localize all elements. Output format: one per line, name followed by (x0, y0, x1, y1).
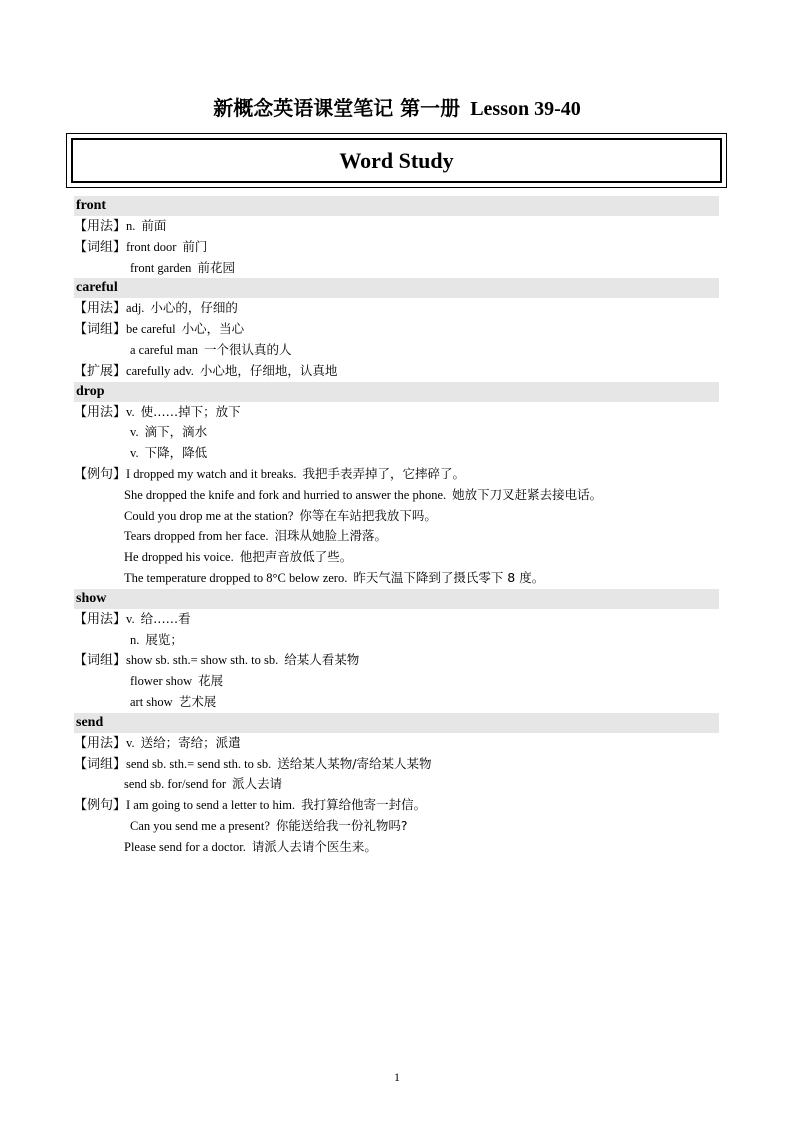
chinese-text: 你等在车站把我放下吗。 (299, 507, 437, 523)
chinese-text: 前花园 (197, 259, 235, 275)
english-text: I am going to send a letter to him. (126, 798, 296, 813)
headword-show: show (74, 589, 719, 609)
entry-line (74, 526, 719, 547)
chinese-text: 使……掉下；放下 (140, 403, 241, 419)
document-title (0, 92, 794, 121)
entry-line (74, 319, 719, 340)
entry-line (74, 485, 719, 506)
chinese-text: 我把手表弄掉了，它摔碎了。 (302, 465, 465, 481)
entry-line (74, 443, 719, 464)
entry-line (74, 422, 719, 443)
headword-careful: careful (74, 278, 719, 298)
english-text: front door (126, 239, 177, 254)
english-text: Could you drop me at the station? (124, 508, 294, 523)
chinese-text: 花展 (198, 673, 224, 689)
line-tag: 【例句】 (74, 798, 127, 814)
entry-line (74, 340, 719, 361)
entry-line (74, 464, 719, 485)
line-tag: 【词组】 (74, 756, 127, 772)
english-text: v. (126, 404, 135, 419)
entry-line (74, 547, 719, 568)
line-tag: 【扩展】 (74, 363, 127, 379)
entry-line (74, 258, 719, 279)
chinese-text: 派人去请 (232, 776, 283, 792)
entry-line (74, 692, 719, 713)
english-text: be careful (126, 322, 176, 337)
chinese-text: 你能送给我一份礼物吗? (275, 817, 408, 833)
document-title-chinese: 新概念英语课堂笔记 第一册 (213, 96, 461, 120)
entry-line (74, 774, 719, 795)
english-text: art show (130, 694, 173, 709)
headword-drop: drop (74, 382, 719, 402)
entry-line (74, 754, 719, 775)
page-number: 1 (394, 1070, 400, 1084)
english-text: He dropped his voice. (124, 550, 234, 565)
english-text: n. (126, 219, 136, 233)
chinese-text: 下降，降低 (144, 445, 208, 461)
chinese-text: 展览； (145, 631, 183, 647)
chinese-text: 请派人去请个医生来。 (251, 838, 377, 854)
english-text: v. (130, 425, 139, 440)
line-tag: 【词组】 (74, 239, 127, 255)
entry-line (74, 650, 719, 671)
chinese-text: 送给某人某物/寄给某人某物 (277, 755, 432, 771)
chinese-text: 滴下，滴水 (144, 424, 208, 440)
english-text: v. (130, 446, 139, 461)
chinese-text: 送给；寄给；派遣 (140, 734, 241, 750)
english-text: adj. (126, 301, 145, 316)
chinese-text: 小心地，仔细地，认真地 (199, 362, 338, 378)
chinese-text: 我打算给他寄一封信。 (301, 797, 427, 813)
english-text: She dropped the knife and fork and hurried to answer the phone. (124, 487, 447, 502)
english-text: carefully adv. (126, 363, 194, 378)
entry-line (74, 671, 719, 692)
chinese-text: 昨天气温下降到了摄氏零下 8 度。 (353, 569, 545, 585)
line-tag: 【词组】 (74, 653, 127, 669)
document-title-lesson: Lesson 39-40 (470, 98, 581, 120)
entry-line (74, 837, 719, 858)
entry-line (74, 361, 719, 382)
entry-line (74, 506, 719, 527)
entry-line (74, 402, 719, 423)
chinese-text: 泪珠从她脸上滑落。 (274, 528, 388, 544)
english-text: send sb. sth.= send sth. to sb. (126, 756, 272, 771)
chinese-text: 给某人看某物 (284, 652, 360, 668)
english-text: flower show (130, 674, 193, 689)
chinese-text: 一个很认真的人 (204, 341, 292, 357)
entry-line (74, 733, 719, 754)
line-tag: 【词组】 (74, 322, 127, 338)
entry-line (74, 237, 719, 258)
section-banner (66, 133, 727, 188)
headword-send: send (74, 713, 719, 733)
english-text: The temperature dropped to 8°C below zero. (124, 570, 348, 585)
chinese-text: 他把声音放低了些。 (239, 549, 353, 565)
chinese-text: 小心，当心 (181, 321, 245, 337)
english-text: I dropped my watch and it breaks. (126, 466, 297, 481)
line-tag: 【用法】 (74, 219, 127, 234)
english-text: v. (126, 611, 135, 626)
line-tag: 【用法】 (74, 611, 127, 627)
entry-line (74, 630, 719, 651)
english-text: front garden (130, 260, 192, 275)
entry-line (74, 298, 719, 319)
line-tag: 【用法】 (74, 301, 127, 317)
english-text: Please send for a doctor. (124, 839, 246, 854)
chinese-text: 艺术展 (178, 693, 217, 709)
entry-line (74, 216, 719, 237)
english-text: show sb. sth.= show sth. to sb. (126, 653, 279, 668)
word-study-content (74, 196, 719, 858)
english-text: n. (130, 632, 140, 647)
chinese-text: 给……看 (140, 610, 191, 626)
line-tag: 【用法】 (74, 735, 127, 751)
english-text: send sb. for/send for (124, 777, 227, 792)
english-text: v. (126, 735, 135, 750)
entry-line (74, 795, 719, 816)
english-text: a careful man (130, 342, 199, 357)
chinese-text: 她放下刀叉赶紧去接电话。 (452, 486, 603, 502)
english-text: Tears dropped from her face. (124, 529, 269, 544)
line-tag: 【例句】 (74, 466, 127, 482)
line-tag: 【用法】 (74, 404, 127, 420)
chinese-text: 前面 (141, 218, 167, 233)
section-banner-title: Word Study (71, 138, 722, 183)
chinese-text: 小心的，仔细的 (150, 300, 238, 316)
headword-front: front (74, 196, 719, 216)
chinese-text: 前门 (182, 238, 208, 254)
entry-line (74, 609, 719, 630)
entry-line (74, 568, 719, 589)
english-text: Can you send me a present? (130, 818, 270, 833)
entry-line (74, 816, 719, 837)
